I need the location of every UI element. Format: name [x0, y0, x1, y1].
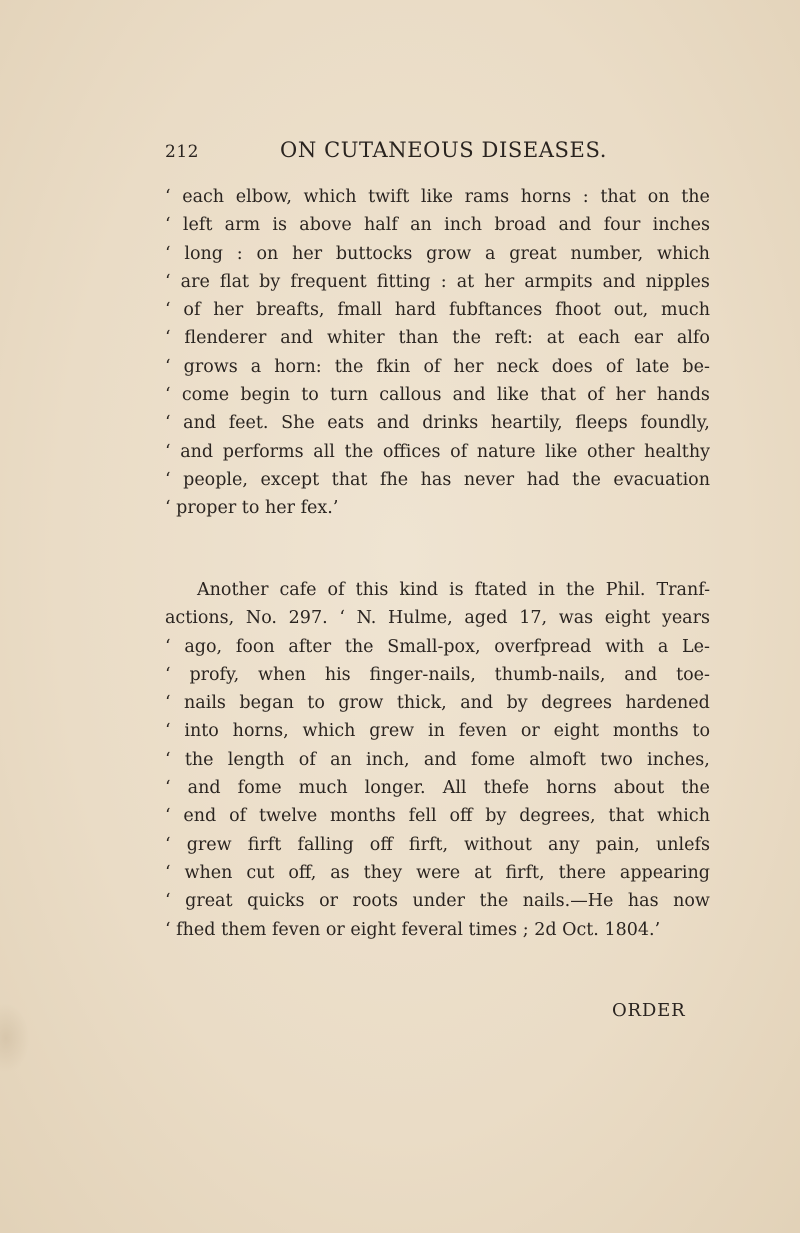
text-line: ‘ each elbow, which twift like rams horns : that on the [165, 187, 710, 207]
text-line: ‘ of her breafts, fmall hard fubftances fhoot out, much [165, 300, 710, 321]
paper-stain [0, 1003, 30, 1073]
text-line: ‘ long : on her buttocks grow a great number, which [165, 243, 710, 264]
text-line: ‘ the length of an inch, and fome almoft two inches, [165, 749, 710, 770]
text-line: ‘ when cut off, as they were at firft, there appearing [165, 862, 710, 883]
text-line: ‘ great quicks or roots under the nails.—He has now [165, 891, 710, 912]
text-line: ‘ fhed them feven or eight feveral times ; 2d Oct. 1804.’ [165, 919, 661, 940]
text-line: ‘ and feet. She eats and drinks heartily, fleeps foundly, [165, 413, 710, 434]
text-line: Another cafe of this kind is ftated in the Phil. Tranf- [197, 580, 710, 600]
text-line: ‘ people, except that fhe has never had the evacuation [165, 469, 710, 490]
text-line: ‘ left arm is above half an inch broad and four inches [165, 215, 710, 236]
text-line: ‘ ago, foon after the Small-pox, overfpread with a Le- [165, 636, 710, 657]
text-line: ‘ and fome much longer. All thefe horns about the [165, 778, 710, 799]
page-header [165, 138, 725, 172]
text-line: ‘ nails began to grow thick, and by degrees hardened [165, 693, 710, 714]
text-line: ‘ into horns, which grew in feven or eight months to [165, 721, 710, 742]
text-line: ‘ are flat by frequent fitting : at her armpits and nipples [165, 271, 710, 292]
text-line: ‘ proper to her fex.’ [165, 498, 339, 519]
text-line: ‘ come begin to turn callous and like that of her hands [165, 385, 710, 406]
text-line: ‘ grows a horn: the fkin of her neck does of late be- [165, 356, 710, 377]
text-line: ‘ flenderer and whiter than the reft: at each ear alfo [165, 328, 710, 349]
running-head: ON CUTANEOUS DISEASES. [280, 138, 607, 162]
text-line: actions, No. 297. ‘ N. Hulme, aged 17, was eight years [165, 608, 710, 629]
text-line: ‘ grew firft falling off firft, without any pain, unlefs [165, 834, 710, 855]
page-number: 212 [165, 142, 199, 162]
text-line: ‘ and performs all the offices of nature like other healthy [165, 441, 710, 462]
text-line: ‘ profy, when his finger-nails, thumb-nails, and toe- [165, 664, 710, 685]
paragraph-another-case [165, 576, 710, 944]
paragraph-quotation-continued [165, 183, 710, 523]
text-line: ‘ end of twelve months fell off by degrees, that which [165, 806, 710, 827]
catchword: ORDER [612, 1000, 686, 1021]
